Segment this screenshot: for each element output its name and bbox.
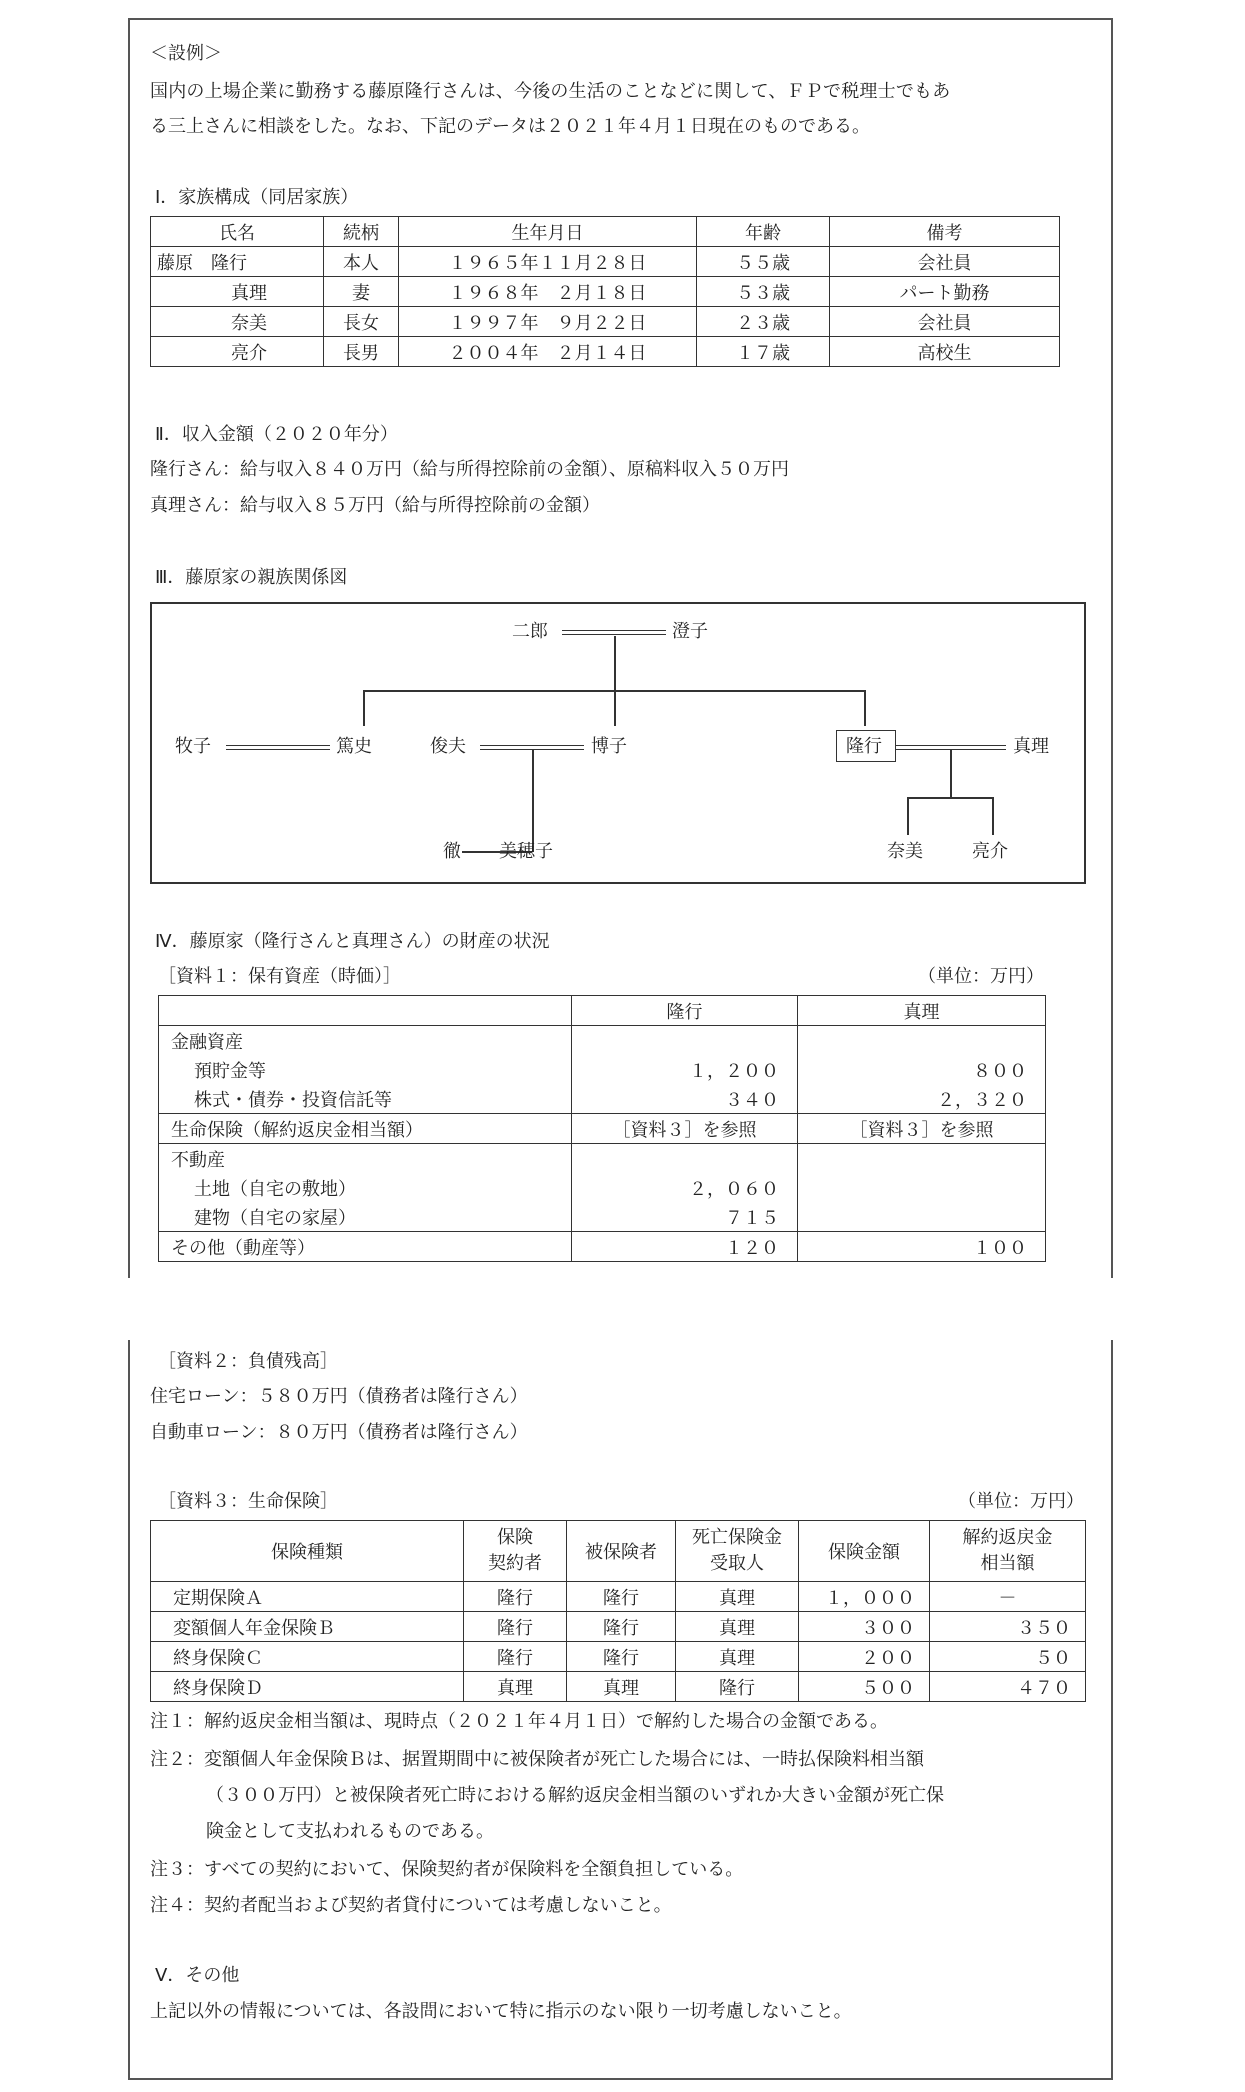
table-row bbox=[159, 1026, 1046, 1056]
relation-cell: 長男 bbox=[324, 337, 399, 367]
person-hiroko: 博子 bbox=[591, 736, 627, 757]
given-name: 亮介 bbox=[151, 337, 324, 367]
person-takayuki: 隆行 bbox=[846, 736, 882, 757]
debt-line-1: 住宅ローン：５８０万円（債務者は隆行さん） bbox=[150, 1386, 528, 1407]
value-building-takayuki: ７１５ bbox=[572, 1202, 798, 1232]
doc1-unit: （単位：万円） bbox=[918, 966, 1044, 987]
value-deposits-mari: ８００ bbox=[798, 1055, 1046, 1084]
header-surrender bbox=[930, 1521, 1086, 1582]
person-sumiko: 澄子 bbox=[672, 621, 708, 642]
table-row bbox=[159, 1084, 1046, 1114]
family-heading: Ⅰ．家族構成（同居家族） bbox=[155, 187, 359, 208]
policy-surrender: ４７０ bbox=[930, 1672, 1086, 1702]
table-row bbox=[159, 1055, 1046, 1084]
other-line: 上記以外の情報については、各設問において特に指示のない限り一切考慮しないこと。 bbox=[150, 2001, 852, 2022]
policy-amount: ２００ bbox=[799, 1642, 930, 1672]
policy-surrender: ３５０ bbox=[930, 1612, 1086, 1642]
label-other: その他（動産等） bbox=[159, 1232, 572, 1262]
relation-cell: 本人 bbox=[324, 247, 399, 277]
table-row bbox=[151, 307, 1060, 337]
assets-table bbox=[158, 995, 1046, 1262]
table-row bbox=[159, 1173, 1046, 1202]
family-table bbox=[150, 216, 1060, 367]
empty-cell bbox=[798, 1173, 1046, 1202]
note-2b: （３００万円）と被保険者死亡時における解約返戻金相当額のいずれか大きい金額が死亡保 bbox=[206, 1785, 944, 1806]
value-stocks-takayuki: ３４０ bbox=[572, 1084, 798, 1114]
policy-type: 終身保険Ｃ bbox=[151, 1642, 464, 1672]
policy-surrender: － bbox=[930, 1582, 1086, 1612]
table-row bbox=[159, 1202, 1046, 1232]
header-mari: 真理 bbox=[798, 996, 1046, 1026]
birth-cell: １９６５年１１月２８日 bbox=[399, 247, 697, 277]
header-takayuki: 隆行 bbox=[572, 996, 798, 1026]
policy-surrender: ５０ bbox=[930, 1642, 1086, 1672]
birth-cell: ２００４年 ２月１４日 bbox=[399, 337, 697, 367]
header-surr-2: 相当額 bbox=[980, 1553, 1035, 1574]
person-atsushi: 篤史 bbox=[336, 736, 372, 757]
age-cell: ５５歳 bbox=[697, 247, 830, 277]
descent-line bbox=[614, 690, 616, 726]
age-cell: ２３歳 bbox=[697, 307, 830, 337]
given-name: 真理 bbox=[151, 277, 324, 307]
value-stocks-mari: ２，３２０ bbox=[798, 1084, 1046, 1114]
header-name: 氏名 bbox=[151, 217, 324, 247]
descent-line bbox=[992, 797, 994, 835]
income-heading: Ⅱ．収入金額（２０２０年分） bbox=[155, 424, 398, 445]
given-name: 奈美 bbox=[151, 307, 324, 337]
policy-beneficiary: 真理 bbox=[676, 1642, 799, 1672]
note-cell: 会社員 bbox=[830, 247, 1060, 277]
value-other-takayuki: １２０ bbox=[572, 1232, 798, 1262]
table-row bbox=[159, 1144, 1046, 1174]
blank-header bbox=[159, 996, 572, 1026]
table-row bbox=[151, 1672, 1086, 1702]
insurance-table bbox=[150, 1520, 1086, 1702]
descent-line bbox=[363, 690, 365, 726]
policy-insured: 真理 bbox=[567, 1672, 676, 1702]
policy-type: 終身保険Ｄ bbox=[151, 1672, 464, 1702]
doc2-title: ［資料２：負債残高］ bbox=[158, 1351, 338, 1372]
relation-cell: 長女 bbox=[324, 307, 399, 337]
assets-header-row bbox=[159, 996, 1046, 1026]
income-line-2: 真理さん：給与収入８５万円（給与所得控除前の金額） bbox=[150, 495, 600, 516]
intro-line-2: る三上さんに相談をした。なお、下記のデータは２０２１年４月１日現在のものである。 bbox=[150, 116, 870, 137]
intro-line-1: 国内の上場企業に勤務する藤原隆行さんは、今後の生活のことなどに関して、ＦＰで税理士でもあ bbox=[150, 81, 951, 102]
label-deposits: 預貯金等 bbox=[159, 1055, 572, 1084]
relations-heading: Ⅲ．藤原家の親族関係図 bbox=[155, 567, 348, 588]
doc3-unit: （単位：万円） bbox=[958, 1491, 1084, 1512]
descent-line bbox=[864, 690, 866, 726]
policy-insured: 隆行 bbox=[567, 1582, 676, 1612]
value-other-mari: １００ bbox=[798, 1232, 1046, 1262]
value-deposits-takayuki: １，２００ bbox=[572, 1055, 798, 1084]
header-relation: 続柄 bbox=[324, 217, 399, 247]
other-heading: Ⅴ．その他 bbox=[155, 1965, 240, 1986]
birth-cell: １９９７年 ９月２２日 bbox=[399, 307, 697, 337]
table-row bbox=[151, 277, 1060, 307]
policy-holder: 隆行 bbox=[464, 1612, 567, 1642]
insurance-header-row bbox=[151, 1521, 1086, 1582]
table-row bbox=[159, 1114, 1046, 1144]
header-insured: 被保険者 bbox=[567, 1521, 676, 1582]
header-benef-1: 死亡保険金 bbox=[692, 1527, 782, 1548]
descent-line bbox=[614, 636, 616, 691]
header-amount: 保険金額 bbox=[799, 1521, 930, 1582]
family-header-row bbox=[151, 217, 1060, 247]
empty-cell bbox=[798, 1026, 1046, 1056]
empty-cell bbox=[572, 1144, 798, 1174]
value-land-takayuki: ２，０６０ bbox=[572, 1173, 798, 1202]
header-holder-2: 契約者 bbox=[488, 1553, 542, 1574]
descent-line bbox=[532, 750, 534, 852]
table-row bbox=[151, 247, 1060, 277]
value-life-mari: ［資料３］を参照 bbox=[798, 1114, 1046, 1144]
header-birth: 生年月日 bbox=[399, 217, 697, 247]
debt-line-2: 自動車ローン：８０万円（債務者は隆行さん） bbox=[150, 1422, 528, 1443]
note-3: 注３：すべての契約において、保険契約者が保険料を全額負担している。 bbox=[150, 1859, 744, 1880]
note-4: 注４：契約者配当および契約者貸付については考慮しないこと。 bbox=[150, 1895, 672, 1916]
header-holder-1: 保険 bbox=[497, 1527, 533, 1548]
policy-beneficiary: 真理 bbox=[676, 1612, 799, 1642]
case-heading: ＜設例＞ bbox=[150, 43, 222, 64]
person-nami: 奈美 bbox=[887, 841, 923, 862]
empty-cell bbox=[798, 1202, 1046, 1232]
person-toru: 徹 bbox=[443, 841, 461, 862]
surname: 藤原 bbox=[157, 252, 193, 274]
assets-heading: Ⅳ．藤原家（隆行さんと真理さん）の財産の状況 bbox=[155, 931, 550, 952]
note-cell: 高校生 bbox=[830, 337, 1060, 367]
person-mari: 真理 bbox=[1013, 736, 1049, 757]
table-row bbox=[151, 337, 1060, 367]
person-mihoko: 美穂子 bbox=[499, 841, 553, 862]
table-row bbox=[151, 1582, 1086, 1612]
header-benef-2: 受取人 bbox=[710, 1553, 764, 1574]
doc1-title: ［資料１：保有資産（時価）］ bbox=[158, 966, 401, 987]
income-line-1: 隆行さん：給与収入８４０万円（給与所得控除前の金額）、原稿料収入５０万円 bbox=[150, 459, 789, 480]
category-financial: 金融資産 bbox=[159, 1026, 572, 1056]
policy-insured: 隆行 bbox=[567, 1642, 676, 1672]
empty-cell bbox=[572, 1026, 798, 1056]
birth-cell: １９６８年 ２月１８日 bbox=[399, 277, 697, 307]
header-beneficiary bbox=[676, 1521, 799, 1582]
descent-line bbox=[907, 797, 909, 835]
header-type: 保険種類 bbox=[151, 1521, 464, 1582]
given-name: 隆行 bbox=[211, 252, 247, 274]
label-stocks: 株式・債券・投資信託等 bbox=[159, 1084, 572, 1114]
person-makiko: 牧子 bbox=[175, 736, 211, 757]
doc3-title: ［資料３：生命保険］ bbox=[158, 1491, 338, 1512]
marriage-line bbox=[562, 630, 666, 635]
header-age: 年齢 bbox=[697, 217, 830, 247]
policy-amount: ５００ bbox=[799, 1672, 930, 1702]
header-surr-1: 解約返戻金 bbox=[962, 1527, 1053, 1548]
descent-line bbox=[950, 750, 952, 798]
policy-holder: 隆行 bbox=[464, 1642, 567, 1672]
relation-cell: 妻 bbox=[324, 277, 399, 307]
note-2a: 注２：変額個人年金保険Ｂは、据置期間中に被保険者が死亡した場合には、一時払保険料相当額 bbox=[150, 1749, 924, 1770]
label-building: 建物（自宅の家屋） bbox=[159, 1202, 572, 1232]
category-realestate: 不動産 bbox=[159, 1144, 572, 1174]
policy-type: 変額個人年金保険Ｂ bbox=[151, 1612, 464, 1642]
policy-amount: １，０００ bbox=[799, 1582, 930, 1612]
note-1: 注１：解約返戻金相当額は、現時点（２０２１年４月１日）で解約した場合の金額である。 bbox=[150, 1711, 888, 1732]
value-life-takayuki: ［資料３］を参照 bbox=[572, 1114, 798, 1144]
empty-cell bbox=[798, 1144, 1046, 1174]
note-2c: 険金として支払われるものである。 bbox=[206, 1821, 494, 1842]
label-life-insurance: 生命保険（解約返戻金相当額） bbox=[159, 1114, 572, 1144]
policy-holder: 隆行 bbox=[464, 1582, 567, 1612]
note-cell: パート勤務 bbox=[830, 277, 1060, 307]
label-land: 土地（自宅の敷地） bbox=[159, 1173, 572, 1202]
person-toshio: 俊夫 bbox=[430, 736, 466, 757]
person-ryosuke: 亮介 bbox=[972, 841, 1008, 862]
person-jiro: 二郎 bbox=[512, 621, 548, 642]
policy-beneficiary: 隆行 bbox=[676, 1672, 799, 1702]
policy-beneficiary: 真理 bbox=[676, 1582, 799, 1612]
policy-holder: 真理 bbox=[464, 1672, 567, 1702]
policy-insured: 隆行 bbox=[567, 1612, 676, 1642]
table-row bbox=[151, 1612, 1086, 1642]
age-cell: １７歳 bbox=[697, 337, 830, 367]
policy-amount: ３００ bbox=[799, 1612, 930, 1642]
header-holder bbox=[464, 1521, 567, 1582]
family-name-cell bbox=[151, 247, 324, 277]
policy-type: 定期保険Ａ bbox=[151, 1582, 464, 1612]
table-row bbox=[159, 1232, 1046, 1262]
table-row bbox=[151, 1642, 1086, 1672]
header-note: 備考 bbox=[830, 217, 1060, 247]
marriage-line bbox=[226, 745, 330, 750]
age-cell: ５３歳 bbox=[697, 277, 830, 307]
note-cell: 会社員 bbox=[830, 307, 1060, 337]
sibling-line bbox=[907, 797, 993, 799]
